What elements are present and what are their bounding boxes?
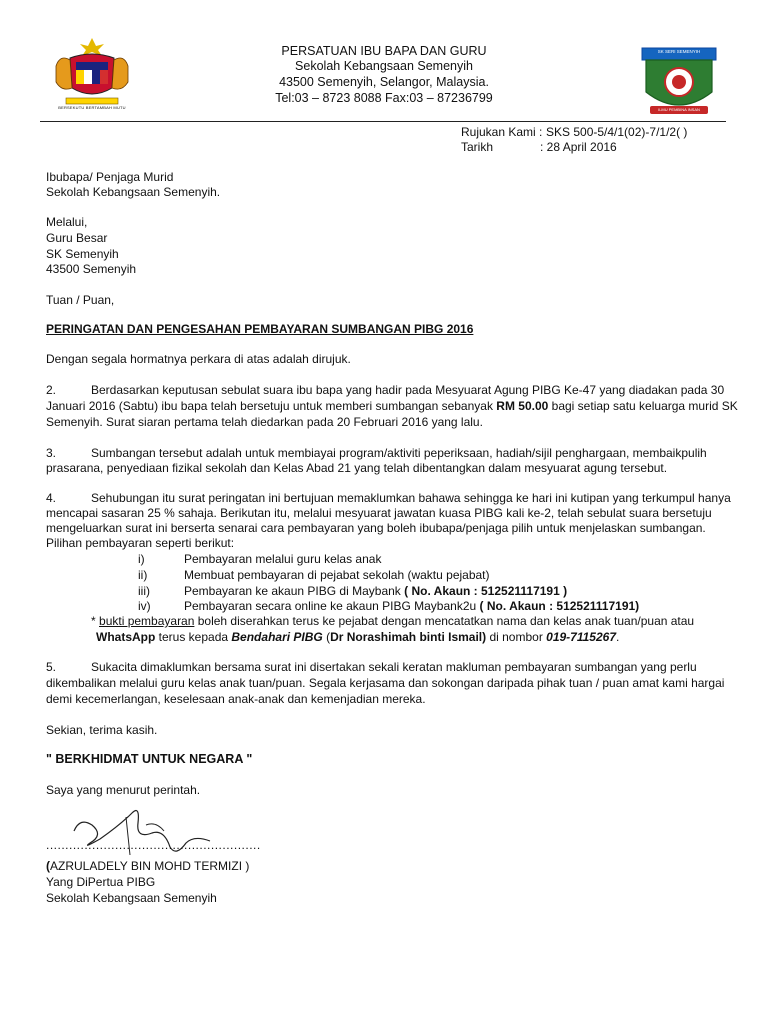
para2-line-2a: Januari 2016 (Sabtu) ibu bapa telah bersetuju untuk memberi sumbangan sebanyak xyxy=(46,399,497,413)
para5-line-3: demi kecemerlangan, keselesaan anak-anak dan kemenjadian mereka. xyxy=(46,692,426,706)
recipient-line-1: Ibubapa/ Penjaga Murid xyxy=(46,170,174,184)
note-line-2 xyxy=(96,630,619,644)
tarikh-value: : 28 April 2016 xyxy=(540,140,617,154)
option-3-label: Pembayaran ke akaun PIBG di Maybank xyxy=(184,584,405,598)
letterhead-address: 43500 Semenyih, Selangor, Malaysia. xyxy=(279,75,489,89)
note-whatsapp: WhatsApp xyxy=(96,630,156,644)
option-4-account: ( No. Akaun : 512521117191) xyxy=(479,599,640,613)
signatory-title: Yang DiPertua PIBG xyxy=(46,875,156,889)
option-2-number: ii) xyxy=(138,568,148,582)
name-open-paren: ( xyxy=(46,859,50,873)
signatory-school: Sekolah Kebangsaan Semenyih xyxy=(46,891,217,905)
note-treasurer: Bendahari PIBG xyxy=(231,630,323,644)
option-1-number: i) xyxy=(138,552,145,566)
note-proof: bukti pembayaran xyxy=(99,614,195,628)
para4-line-1: Sehubungan itu surat peringatan ini bertujuan memaklumkan bahawa sehingga ke hari ini kutipan yang terkumpul hanya xyxy=(91,491,731,505)
subject-heading: PERINGATAN DAN PENGESAHAN PEMBAYARAN SUMBANGAN PIBG 2016 xyxy=(46,322,474,336)
note-at: di nombor xyxy=(486,630,547,644)
salutation: Tuan / Puan, xyxy=(46,293,115,307)
intro-text: Dengan segala hormatnya perkara di atas adalah dirujuk. xyxy=(46,352,351,366)
note-line-1 xyxy=(91,614,694,628)
closing-order: Saya yang menurut perintah. xyxy=(46,783,201,797)
para3-line-2: prasarana, penyediaan fizikal sekolah dan Kelas Abad 21 yang telah dibentangkan dalam mesyuarat agung tersebut. xyxy=(46,461,668,475)
rujukan-value: SKS 500-5/4/1(02)-7/1/2( ) xyxy=(546,125,688,139)
note-paren: ( xyxy=(322,630,331,644)
rujukan-label: Rujukan Kami : xyxy=(461,125,543,139)
para5-line-2: dikembalikan melalui guru kelas anak tuan/puan. Segala kerjasama dan sokongan daripada pihak tuan / puan amat kami hargai xyxy=(46,676,725,690)
closing-thanks: Sekian, terima kasih. xyxy=(46,723,158,737)
tarikh-label: Tarikh xyxy=(461,140,494,154)
para5-line-1: Sukacita dimaklumkan bersama surat ini disertakan sekali keratan makluman pembayaran sumbangan yang perlu xyxy=(91,660,697,674)
option-1-text: Pembayaran melalui guru kelas anak xyxy=(184,552,382,566)
note-star: * xyxy=(91,614,96,628)
para2-line-3: Semenyih. Surat siaran pertama telah diedarkan pada 20 Februari 2016 yang lalu. xyxy=(46,415,483,429)
letterhead-rule xyxy=(40,121,726,122)
option-3-account: ( No. Akaun : 512521117191 ) xyxy=(404,584,568,598)
para2-number: 2. xyxy=(46,383,57,397)
signatory-name xyxy=(46,859,249,873)
option-4-text xyxy=(184,599,639,613)
signature-dots: ........................................................ xyxy=(46,838,261,852)
note-rest: boleh diserahkan terus ke pejabat dengan mencatatkan nama dan kelas anak tuan/puan atau xyxy=(194,614,695,628)
para4-line-2: mencapai sasaran 25 % sahaja. Berikutan itu, melalui mesyuarat jawatan kuasa PIBG kali ke-2, telah sebulat suara bersetuju xyxy=(46,506,712,520)
para3-number: 3. xyxy=(46,446,57,460)
recipient-line-2: Sekolah Kebangsaan Semenyih. xyxy=(46,185,221,199)
via-line-1: Guru Besar xyxy=(46,231,108,245)
para5-number: 5. xyxy=(46,660,57,674)
option-4-label: Pembayaran secara online ke akaun PIBG Maybank2u xyxy=(184,599,480,613)
closing-motto: " BERKHIDMAT UNTUK NEGARA " xyxy=(46,752,253,766)
para3-line-1: Sumbangan tersebut adalah untuk membiayai program/aktiviti peperiksaan, hadiah/sijil penghargaan, membaikpulih xyxy=(91,446,707,460)
signature xyxy=(60,795,230,865)
signatory-name-text: AZRULADELY BIN MOHD TERMIZI ) xyxy=(50,859,250,873)
option-3-number: iii) xyxy=(138,584,150,598)
para4-line-4: Pilihan pembayaran seperti berikut: xyxy=(46,536,235,550)
para4-line-3: mengeluarkan surat ini berserta senarai cara pembayaran yang boleh ibubapa/penjaga pilih untuk menjelaskan sumbangan. xyxy=(46,521,706,535)
option-2-text: Membuat pembayaran di pejabat sekolah (waktu pejabat) xyxy=(184,568,490,582)
school-crest-motto: ILMU PEMBINA INSAN xyxy=(658,107,700,112)
option-3-text xyxy=(184,584,567,598)
para4-number: 4. xyxy=(46,491,57,505)
note-to: terus kepada xyxy=(155,630,232,644)
note-end: . xyxy=(616,630,620,644)
para2-line-1: Berdasarkan keputusan sebulat suara ibu bapa yang hadir pada Mesyuarat Agung PIBG Ke-47 yang diadakan pada 30 xyxy=(91,383,725,397)
coat-of-arms-caption: BERSEKUTU BERTAMBAH MUTU xyxy=(58,105,126,110)
letterhead-org: PERSATUAN IBU BAPA DAN GURU xyxy=(281,44,487,58)
via-line-3: 43500 Semenyih xyxy=(46,262,137,276)
para2-line-2c: bagi setiap satu keluarga murid SK xyxy=(548,399,738,413)
para2-line-2 xyxy=(46,399,738,413)
letterhead-school: Sekolah Kebangsaan Semenyih xyxy=(295,59,473,73)
via-label: Melalui, xyxy=(46,215,88,229)
para2-amount: RM 50.00 xyxy=(496,399,549,413)
option-4-number: iv) xyxy=(138,599,151,613)
via-line-2: SK Semenyih xyxy=(46,247,119,261)
note-phone: 019-7115267 xyxy=(546,630,616,644)
note-treasurer-name: Dr Norashimah binti Ismail) xyxy=(330,630,487,644)
school-crest-caption: SK SERI SEMENYIH xyxy=(657,49,701,54)
letterhead-contact: Tel:03 – 8723 8088 Fax:03 – 87236799 xyxy=(275,91,493,105)
